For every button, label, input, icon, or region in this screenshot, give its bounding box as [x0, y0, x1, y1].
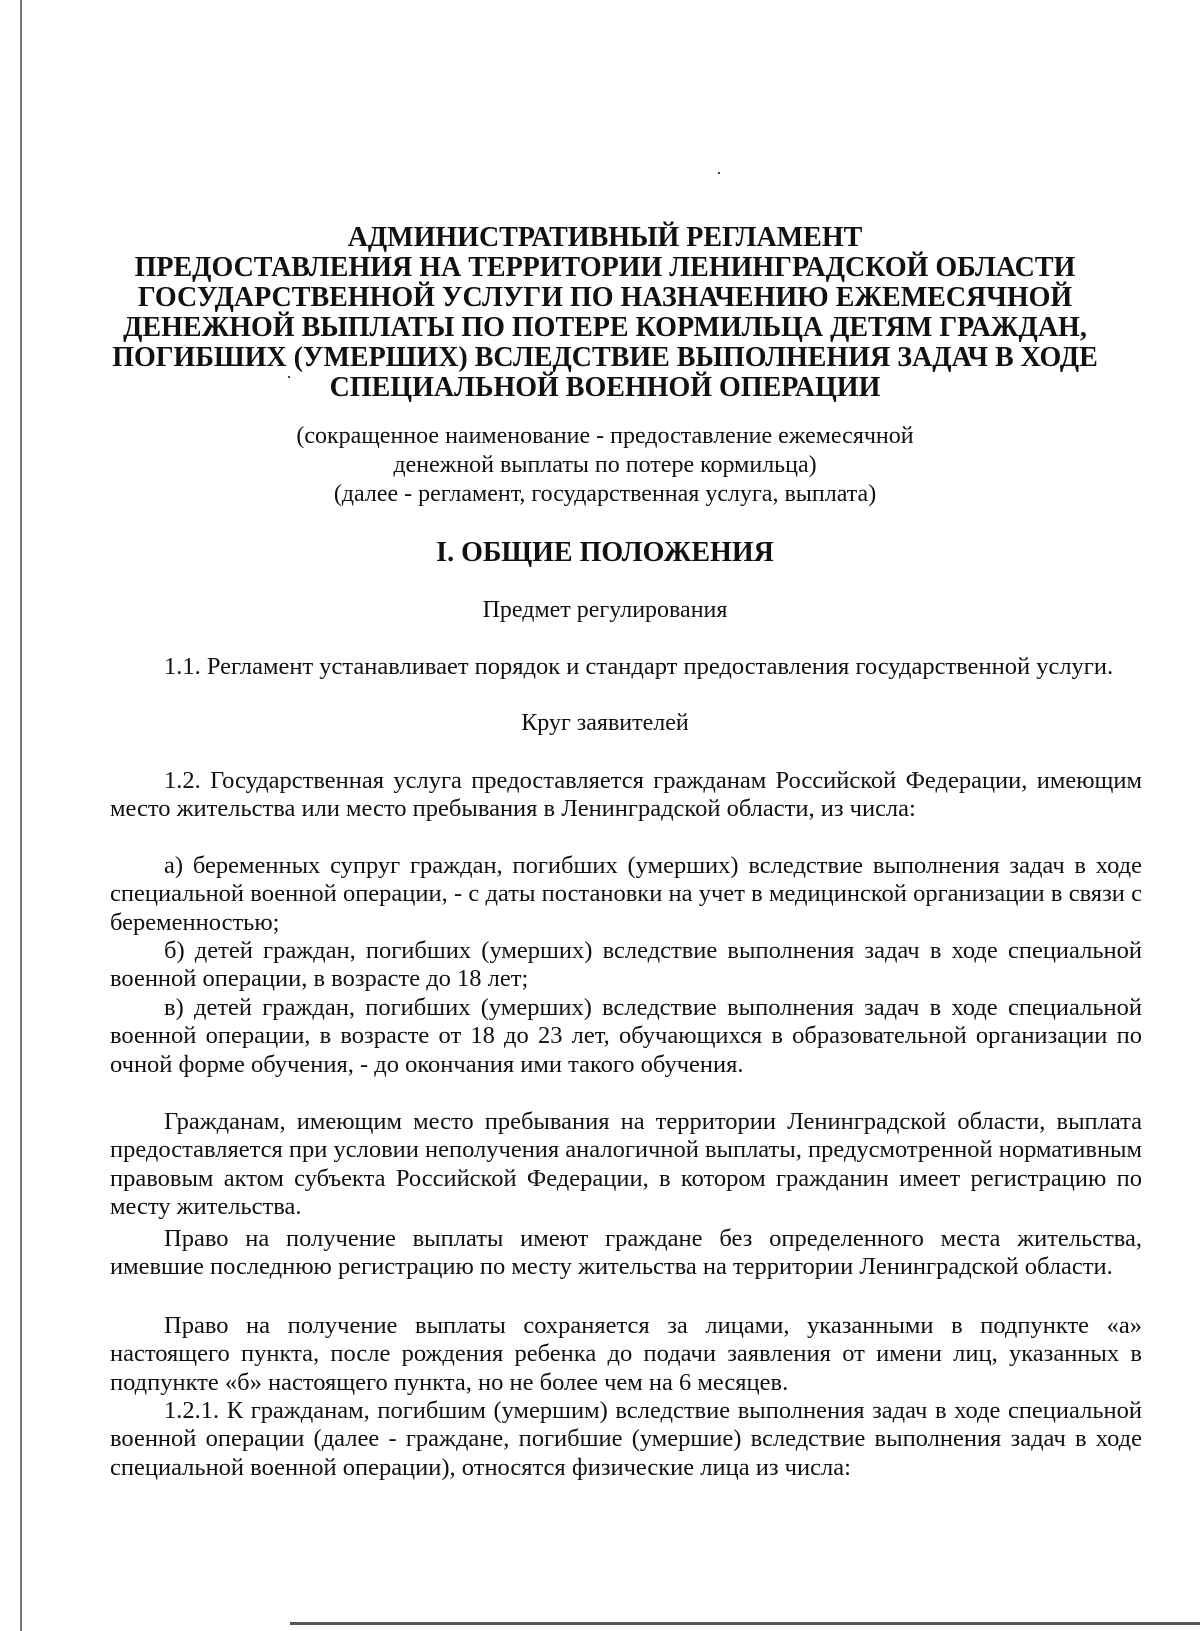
- section-title: I. ОБЩИЕ ПОЛОЖЕНИЯ: [436, 537, 774, 568]
- list-item-b: б) детей граждан, погибших (умерших) вследствие выполнения задач в ходе специальной военной операции, в возрасте до 18 лет;: [110, 937, 1142, 993]
- document-subtitle: [100, 422, 1110, 509]
- subtitle-line: (сокращенное наименование - предоставление ежемесячной: [296, 423, 914, 449]
- scan-border-bottom: [290, 1622, 1200, 1625]
- title-line: ГОСУДАРСТВЕННОЙ УСЛУГИ ПО НАЗНАЧЕНИЮ ЕЖЕМЕСЯЧНОЙ: [137, 282, 1073, 313]
- subtitle-line: денежной выплаты по потере кормильца): [393, 452, 817, 478]
- document-title: [100, 223, 1110, 403]
- subtitle-line: (далее - регламент, государственная услуга, выплата): [333, 481, 877, 507]
- scan-border-left: [20, 0, 22, 1631]
- scan-speck: [718, 172, 720, 174]
- title-line: АДМИНИСТРАТИВНЫЙ РЕГЛАМЕНТ: [347, 222, 863, 253]
- paragraph-1-2-1: 1.2.1. К гражданам, погибшим (умершим) вследствие выполнения задач в ходе специальной военной операции (далее - граждане, погибшие (умершие) вследствие выполнения задач в ходе специальной военной операции), относятся физические лица из числа:: [110, 1397, 1142, 1481]
- title-line: ПОГИБШИХ (УМЕРШИХ) ВСЛЕДСТВИЕ ВЫПОЛНЕНИЯ ЗАДАЧ В ХОДЕ: [112, 342, 1098, 373]
- paragraph-retained: Право на получение выплаты сохраняется за лицами, указанными в подпункте «а» настоящего пункта, после рождения ребенка до подачи заявления от имени лиц, указанных в подпункте «б» настоящего пункта, но не более чем на 6 месяцев.: [110, 1312, 1142, 1396]
- list-item-a: а) беременных супруг граждан, погибших (умерших) вследствие выполнения задач в ходе специальной военной операции, - с даты постановки на учет в медицинской организации в связи с беременностью;: [110, 852, 1142, 936]
- subheading-subject: Предмет регулирования: [482, 597, 728, 623]
- paragraph-residence: Гражданам, имеющим место пребывания на территории Ленинградской области, выплата предоставляется при условии неполучения аналогичной выплаты, предусмотренной нормативным правовым актом субъекта Российской Федерации, в котором гражданин имеет регистрацию по месту жительства.: [110, 1108, 1143, 1221]
- paragraph-1-2: 1.2. Государственная услуга предоставляется гражданам Российской Федерации, имеющим место жительства или место пребывания в Ленинградской области, из числа:: [110, 767, 1142, 823]
- list-item-v: в) детей граждан, погибших (умерших) вследствие выполнения задач в ходе специальной военной операции, в возрасте от 18 до 23 лет, обучающихся в образовательной организации по очной форме обучения, - до окончания ими такого обучения.: [110, 994, 1142, 1078]
- title-line: СПЕЦИАЛЬНОЙ ВОЕННОЙ ОПЕРАЦИИ: [329, 372, 881, 403]
- title-line: ДЕНЕЖНОЙ ВЫПЛАТЫ ПО ПОТЕРЕ КОРМИЛЬЦА ДЕТЯМ ГРАЖДАН,: [123, 312, 1087, 343]
- paragraph-1-1: 1.1. Регламент устанавливает порядок и стандарт предоставления государственной услуги.: [164, 653, 1114, 680]
- paragraph-homeless: Право на получение выплаты имеют граждане без определенного места жительства, имевшие последнюю регистрацию по месту жительства на территории Ленинградской области.: [110, 1225, 1142, 1281]
- subheading-applicants: Круг заявителей: [521, 710, 689, 736]
- title-line: ПРЕДОСТАВЛЕНИЯ НА ТЕРРИТОРИИ ЛЕНИНГРАДСКОЙ ОБЛАСТИ: [134, 252, 1076, 283]
